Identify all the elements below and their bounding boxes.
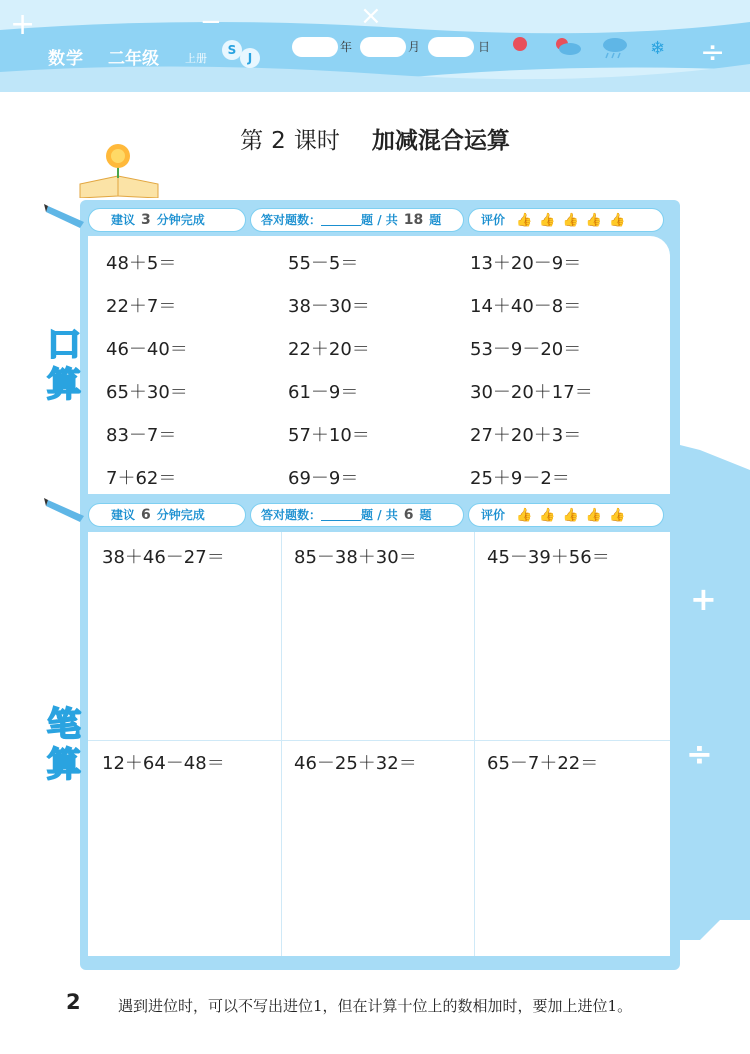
thumb-up-icon[interactable]: 👍 xyxy=(608,508,626,523)
written-label xyxy=(42,705,86,785)
written-minutes: 6 xyxy=(141,507,151,523)
suggest-text: 建议 xyxy=(111,213,136,227)
oral-equation: 65＋30＝ xyxy=(106,382,188,403)
oral-correct-blank[interactable] xyxy=(321,213,361,226)
svg-text:÷: ÷ xyxy=(686,735,713,773)
written-total: 6 xyxy=(403,507,414,523)
badge-j: J xyxy=(240,48,260,68)
grid-divider xyxy=(281,532,282,956)
oral-equation: 83－7＝ xyxy=(106,425,177,446)
oral-label-char-1: 口 xyxy=(47,325,81,365)
frame-side-tab xyxy=(660,440,750,940)
rating-label: 评价 xyxy=(481,508,506,522)
written-equation: 12＋64－48＝ xyxy=(102,753,225,774)
grid-divider xyxy=(474,532,475,956)
oral-equation: 27＋20＋3＝ xyxy=(470,425,582,446)
sun-cloud-icon[interactable] xyxy=(552,36,582,61)
thumb-up-icon[interactable]: 👍 xyxy=(608,213,626,228)
correct-label: 答对题数： xyxy=(261,213,322,227)
day-field[interactable] xyxy=(428,37,474,57)
year-field[interactable] xyxy=(292,37,338,57)
subject-title: 数学 xyxy=(48,49,84,69)
book-flower-icon xyxy=(78,140,168,198)
oral-equation: 61－9＝ xyxy=(288,382,359,403)
written-suggest-time xyxy=(88,503,246,527)
oral-equation: 25＋9－2＝ xyxy=(470,468,570,489)
volume-label: 上册 xyxy=(185,52,207,65)
oral-total: 18 xyxy=(403,212,424,228)
oral-equation: 30－20＋17＝ xyxy=(470,382,593,403)
thumb-up-icon[interactable]: 👍 xyxy=(585,213,602,228)
svg-text:+: + xyxy=(690,580,717,618)
page-number: 2 xyxy=(66,990,81,1014)
oral-equation: 57＋10＝ xyxy=(288,425,370,446)
lesson-unit: 课时 xyxy=(293,128,340,154)
oral-equation: 53－9－20＝ xyxy=(470,339,582,360)
minutes-unit: 分钟完成 xyxy=(156,508,205,522)
total-suffix: 题 xyxy=(419,508,432,522)
sun-icon[interactable] xyxy=(512,36,528,57)
thumb-up-icon[interactable]: 👍 xyxy=(539,508,556,523)
pencil-icon xyxy=(44,494,92,524)
oral-equation: 22＋7＝ xyxy=(106,296,177,317)
badge-s: S xyxy=(222,40,242,60)
oral-equation: 48＋5＝ xyxy=(106,253,177,274)
oral-suggest-time xyxy=(88,208,246,232)
written-equation: 85－38＋30＝ xyxy=(294,547,417,568)
rating-label: 评价 xyxy=(481,213,506,227)
oral-score xyxy=(250,208,464,232)
lesson-prefix: 第 xyxy=(240,128,264,154)
oral-label xyxy=(42,325,86,405)
snowflake-icon[interactable]: ❄ xyxy=(650,38,666,59)
written-label-char-2: 算 xyxy=(47,745,81,785)
written-correct-blank[interactable] xyxy=(321,508,361,521)
written-panel xyxy=(88,532,670,956)
total-prefix: 题 / 共 xyxy=(361,213,398,227)
thumb-up-icon[interactable]: 👍 xyxy=(585,508,602,523)
oral-equation: 13＋20－9＝ xyxy=(470,253,582,274)
svg-text:−: − xyxy=(200,7,222,37)
oral-equation: 38－30＝ xyxy=(288,296,370,317)
oral-minutes: 3 xyxy=(141,212,151,228)
svg-text:÷: ÷ xyxy=(700,35,726,70)
written-rating xyxy=(468,503,664,527)
suggest-text: 建议 xyxy=(111,508,136,522)
thumb-up-icon[interactable]: 👍 xyxy=(539,213,556,228)
svg-text:×: × xyxy=(360,1,382,31)
written-equation: 46－25＋32＝ xyxy=(294,753,417,774)
oral-equation: 22＋20＝ xyxy=(288,339,370,360)
month-field[interactable] xyxy=(360,37,406,57)
oral-equation: 46－40＝ xyxy=(106,339,188,360)
year-label: 年 xyxy=(340,40,353,54)
day-label: 日 xyxy=(478,40,491,54)
oral-label-char-2: 算 xyxy=(47,365,81,405)
pencil-icon xyxy=(44,200,92,230)
oral-equation: 7＋62＝ xyxy=(106,468,177,489)
footer-tip: 遇到进位时，可以不写出进位1，但在计算十位上的数相加时，要加上进位1。 xyxy=(118,997,633,1015)
minutes-unit: 分钟完成 xyxy=(156,213,205,227)
written-equation: 38＋46－27＝ xyxy=(102,547,225,568)
oral-rating xyxy=(468,208,664,232)
written-label-char-1: 笔 xyxy=(47,705,81,745)
total-suffix: 题 xyxy=(429,213,442,227)
grid-divider xyxy=(88,740,670,741)
total-prefix: 题 / 共 xyxy=(361,508,398,522)
oral-equation: 69－9＝ xyxy=(288,468,359,489)
rain-cloud-icon[interactable] xyxy=(600,36,630,65)
written-equation: 45－39＋56＝ xyxy=(487,547,610,568)
thumb-up-icon[interactable]: 👍 xyxy=(562,508,579,523)
lesson-number: 2 xyxy=(271,128,286,154)
oral-equation: 55－5＝ xyxy=(288,253,359,274)
lesson-name: 加减混合运算 xyxy=(371,128,510,154)
svg-text:+: + xyxy=(10,7,36,42)
thumb-up-icon[interactable]: 👍 xyxy=(562,213,579,228)
written-equation: 65－7＋22＝ xyxy=(487,753,599,774)
thumb-up-icon[interactable]: 👍 xyxy=(516,213,533,228)
grade-title: 二年级 xyxy=(108,49,159,69)
written-score xyxy=(250,503,464,527)
oral-equation: 14＋40－8＝ xyxy=(470,296,582,317)
month-label: 月 xyxy=(408,40,421,54)
thumb-up-icon[interactable]: 👍 xyxy=(516,508,533,523)
correct-label: 答对题数： xyxy=(261,508,322,522)
